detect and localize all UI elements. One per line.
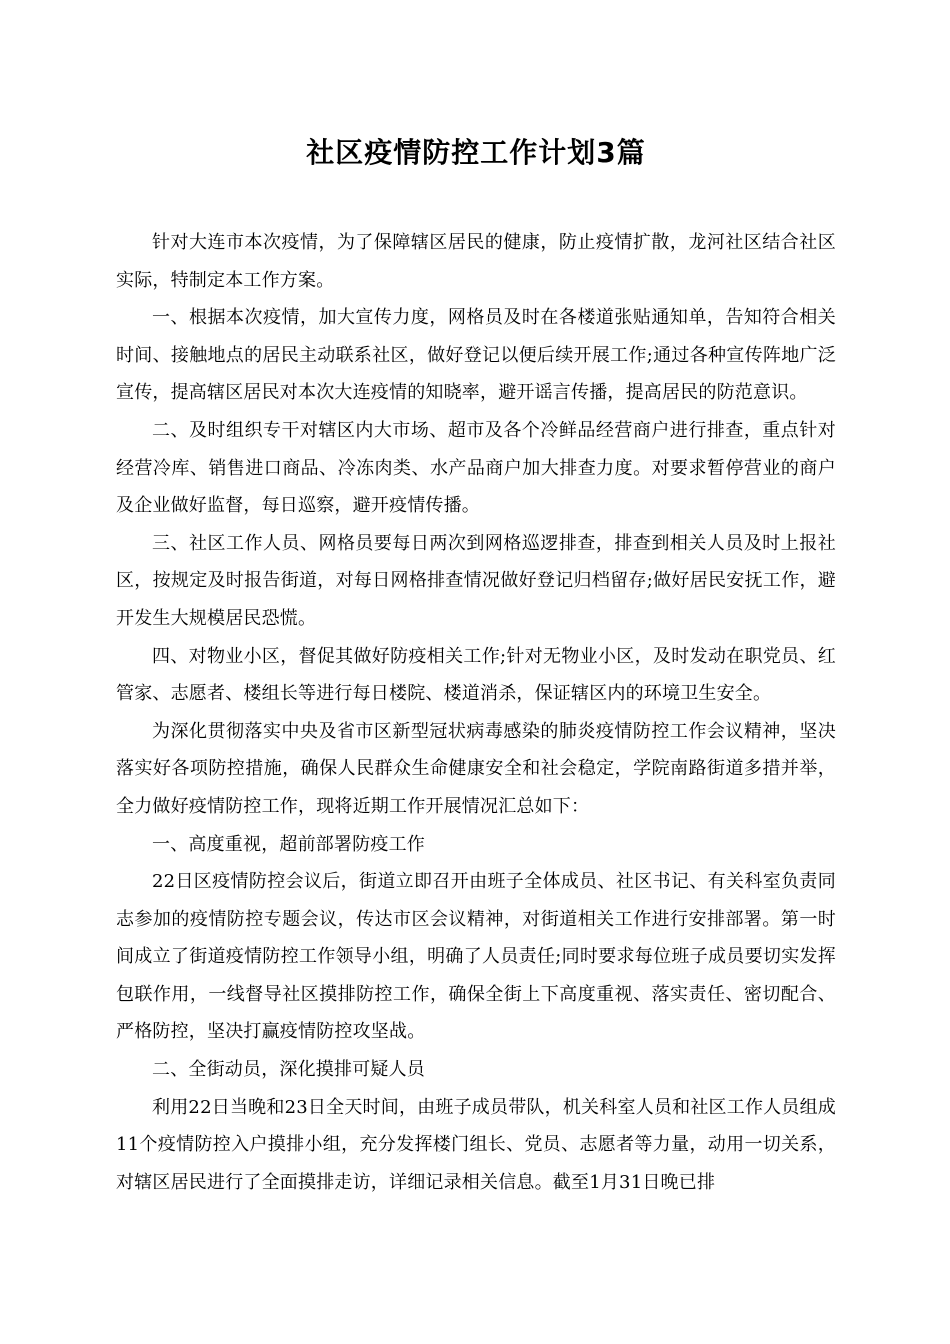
paragraph-item-4: 四、对物业小区，督促其做好防疫相关工作;针对无物业小区，及时发动在职党员、红管家、志愿者、楼组长等进行每日楼院、楼道消杀，保证辖区内的环境卫生安全。 <box>116 645 836 705</box>
paragraph-section-1-body: 22日区疫情防控会议后，街道立即召开由班子全体成员、社区书记、有关科室负责同志参加的疫情防控专题会议，传达市区会议精神，对街道相关工作进行安排部署。第一时间成立了街道疫情防控工作领导小组，明确了人员责任;同时要求每位班子成员要切实发挥包联作用，一线督导社区摸排防控工作，确保全街上下高度重视、落实责任、密切配合、严格防控，坚决打赢疫情防控攻坚战。 <box>116 871 836 1043</box>
paragraph-section-2-body: 利用22日当晚和23日全天时间，由班子成员带队，机关科室人员和社区工作人员组成11个疫情防控入户摸排小组，充分发挥楼门组长、党员、志愿者等力量，动用一切关系，对辖区居民进行了全面摸排走访，详细记录相关信息。截至1月31日晚已排 <box>116 1096 836 1193</box>
paragraph-item-1: 一、根据本次疫情，加大宣传力度，网格员及时在各楼道张贴通知单，告知符合相关时间、接触地点的居民主动联系社区，做好登记以便后续开展工作;通过各种宣传阵地广泛宣传，提高辖区居民对本次大连疫情的知晓率，避开谣言传播，提高居民的防范意识。 <box>116 307 836 404</box>
document-body <box>116 224 836 1201</box>
section-heading-1: 一、高度重视，超前部署防疫工作 <box>152 833 425 855</box>
paragraph-intro: 针对大连市本次疫情，为了保障辖区居民的健康，防止疫情扩散，龙河社区结合社区实际，特制定本工作方案。 <box>116 232 836 291</box>
paragraph-section-2-intro: 为深化贯彻落实中央及省市区新型冠状病毒感染的肺炎疫情防控工作会议精神，坚决落实好各项防控措施，确保人民群众生命健康安全和社会稳定，学院南路街道多措并举，全力做好疫情防控工作，现将近期工作开展情况汇总如下： <box>116 720 836 817</box>
section-heading-2: 二、全街动员，深化摸排可疑人员 <box>152 1059 425 1081</box>
paragraph-item-2: 二、及时组织专干对辖区内大市场、超市及各个冷鲜品经营商户进行排查，重点针对经营冷库、销售进口商品、冷冻肉类、水产品商户加大排查力度。对要求暂停营业的商户及企业做好监督，每日巡察，避开疫情传播。 <box>116 419 836 517</box>
document-title: 社区疫情防控工作计划3篇 <box>306 136 646 169</box>
paragraph-item-3: 三、社区工作人员、网格员要每日两次到网格巡逻排查，排查到相关人员及时上报社区，按规定及时报告街道，对每日网格排查情况做好登记归档留存;做好居民安抚工作，避开发生大规模居民恐慌。 <box>116 532 836 629</box>
